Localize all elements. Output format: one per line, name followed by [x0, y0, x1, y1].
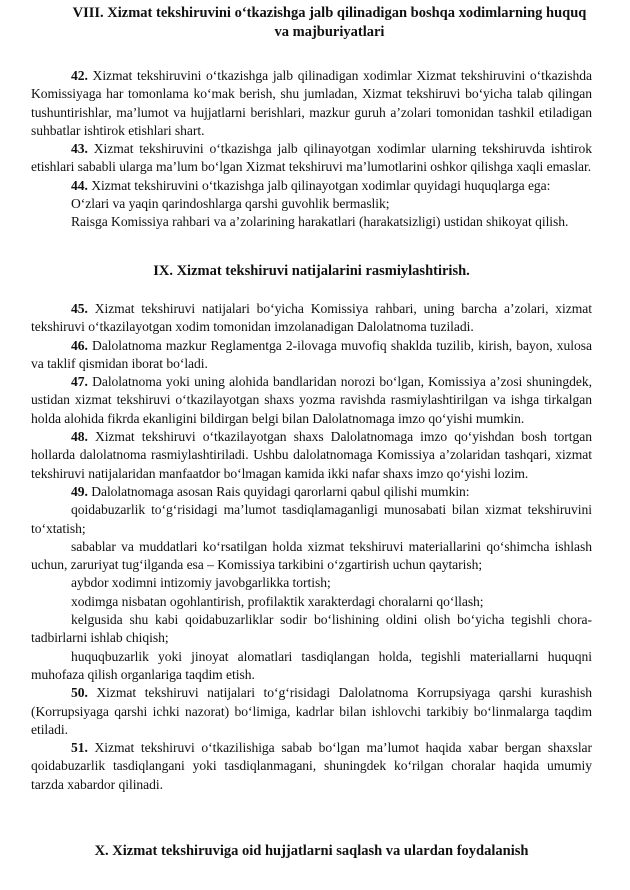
paragraph-text: Xizmat tekshiruvi natijalari to‘g‘risidagi Dalolatnoma Korrupsiyaga qarshi kurashish (Korrupsiyaga qarshi ichki nazorat) bo‘limiga, kadrlar bilan ishlovchi tarkibiy bo‘linmalarga taqdim etiladi.: [31, 685, 592, 737]
paragraph-number: 44.: [71, 177, 88, 193]
list-item: sabablar va muddatlari ko‘rsatilgan holda xizmat tekshiruvi materiallarini qo‘shimcha ishlash uchun, zaruriyat tug‘ilganda esa – Komissiya tarkibini o‘zgartirish uchun qaytarish;: [31, 538, 592, 573]
list-item: kelgusida shu kabi qoidabuzarliklar sodir bo‘lishining oldini olish bo‘yicha tegishli chora-tadbirlarni ishlab chiqish;: [31, 612, 592, 646]
list-item: qoidabuzarlik to‘g‘risidagi ma’lumot tasdiqlamaganligi munosabati bilan xizmat tekshiruvini to‘xtatish;: [31, 502, 592, 536]
section-heading-ix: IX. Xizmat tekshiruvi natijalarini rasmiylashtirish.: [153, 263, 470, 279]
paragraph-number: 49.: [71, 483, 88, 499]
paragraph-text: Xizmat tekshiruvi o‘tkazilayotgan shaxs Dalolatnomaga imzo qo‘yishdan bosh tortgan hollarda dalolatnoma rasmiylashtiriladi. Ushbu dalolatnomaga Komissiya a’zolaridan tashqari, xizmat tekshiruvi natijalaridan manfaatdor bo‘lmagan kamida ikki nafar shaxs imzo qo‘yishi lozim.: [31, 429, 592, 481]
paragraph-number: 43.: [71, 141, 88, 157]
paragraph-number: 42.: [71, 68, 88, 83]
paragraph-text: Xizmat tekshiruvini o‘tkazishga jalb qilinadigan xodimlar Xizmat tekshiruvini o‘tkazishda Komissiyaga har tomonlama ko‘mak berish, shu jumladan, Xizmat tekshiruvi bo‘yicha talab qilingan tushuntirishlar, ma’lumot va hujjatlarni berishlari, mazkur guruh a’zolari tomonidan tashkil etiladigan suhbatlar ishtirok etishlari shart.: [31, 68, 592, 138]
paragraph-text: Xizmat tekshiruvini o‘tkazishga jalb qilinayotgan xodimlar quyidagi huquqlarga ega:: [87, 177, 551, 193]
paragraph-number: 50.: [71, 685, 88, 701]
paragraph-50: [31, 684, 592, 739]
paragraph-47: [31, 373, 592, 428]
paragraph-text: Dalolatnomaga asosan Rais quyidagi qarorlarni qabul qilishi mumkin:: [87, 483, 470, 499]
list-item: aybdor xodimni intizomiy javobgarlikka tortish;: [71, 575, 331, 591]
paragraph-number: 45.: [71, 301, 88, 316]
paragraph-51: [31, 739, 592, 794]
section-heading-x: X. Xizmat tekshiruviga oid hujjatlarni saqlash va ulardan foydalanish: [94, 843, 529, 859]
section-heading-viii: VIII. Xizmat tekshiruvini o‘tkazishga jalb qilinadigan boshqa xodimlarning huquq va majburiyatlari: [72, 5, 587, 40]
paragraph-49: [31, 483, 592, 501]
paragraph-46: [31, 337, 592, 374]
paragraph-42: [31, 67, 592, 140]
section-body-ix: [31, 300, 592, 794]
paragraph-number: 46.: [71, 337, 88, 353]
paragraph-43: [31, 140, 592, 177]
paragraph-text: Xizmat tekshiruvi o‘tkazilishiga sabab bo‘lgan ma’lumot haqida xabar bergan shaxslar qoidabuzarlik tasdiqlangani yoki tasdiqlanmagani, shuningdek ko‘rilgan choralar haqida umumiy tarzda xabardor qilinadi.: [31, 740, 592, 792]
list-item: xodimga nisbatan ogohlantirish, profilaktik xarakterdagi choralarni qo‘llash;: [71, 593, 484, 609]
paragraph-44: [31, 177, 592, 195]
paragraph-text: Xizmat tekshiruvi natijalari bo‘yicha Komissiya rahbari, uning barcha a’zolari, xizmat tekshiruvi o‘tkazilayotgan xodim tomonidan imzolanadigan Dalolatnoma tuziladi.: [31, 301, 592, 335]
list-item: huquqbuzarlik yoki jinoyat alomatlari tasdiqlangan holda, tegishli materiallarni huquqni muhofaza qilish organlariga taqdim etish.: [31, 648, 592, 682]
paragraph-48: [31, 428, 592, 483]
paragraph-45: [31, 300, 592, 337]
paragraph-number: 48.: [71, 429, 88, 445]
paragraph-text: Dalolatnoma mazkur Reglamentga 2-ilovaga muvofiq shaklda tuzilib, kirish, bayon, xulosa va taklif qismidan iborat bo‘ladi.: [31, 337, 592, 371]
paragraph-text: Xizmat tekshiruvini o‘tkazishga jalb qilinayotgan xodimlar ularning tekshiruvda ishtirok etishlari sababli ularga ma’lum bo‘lgan Xizmat tekshiruvi ma’lumotlarini oshkor qilishga xaqli emaslar.: [31, 141, 592, 175]
list-item: O‘zlari va yaqin qarindoshlarga qarshi guvohlik bermaslik;: [71, 196, 390, 212]
paragraph-text: Dalolatnoma yoki uning alohida bandlaridan norozi bo‘lgan, Komissiya a’zosi shuningdek, ustidan xizmat tekshiruvi o‘tkazilayotgan shaxs yozma ravishda rasmiylashtirilgan va ishga tirkalgan holda alohida fikrda ekanligini bildirgan belgi bilan Dalolatnomaga imzo qo‘yishi mumkin.: [31, 374, 592, 426]
paragraph-number: 47.: [71, 374, 88, 390]
list-item: Raisga Komissiya rahbari va a’zolarining harakatlari (harakatsizligi) ustidan shikoyat qilish.: [71, 214, 569, 230]
paragraph-number: 51.: [71, 740, 88, 756]
section-body-viii: [31, 67, 592, 232]
